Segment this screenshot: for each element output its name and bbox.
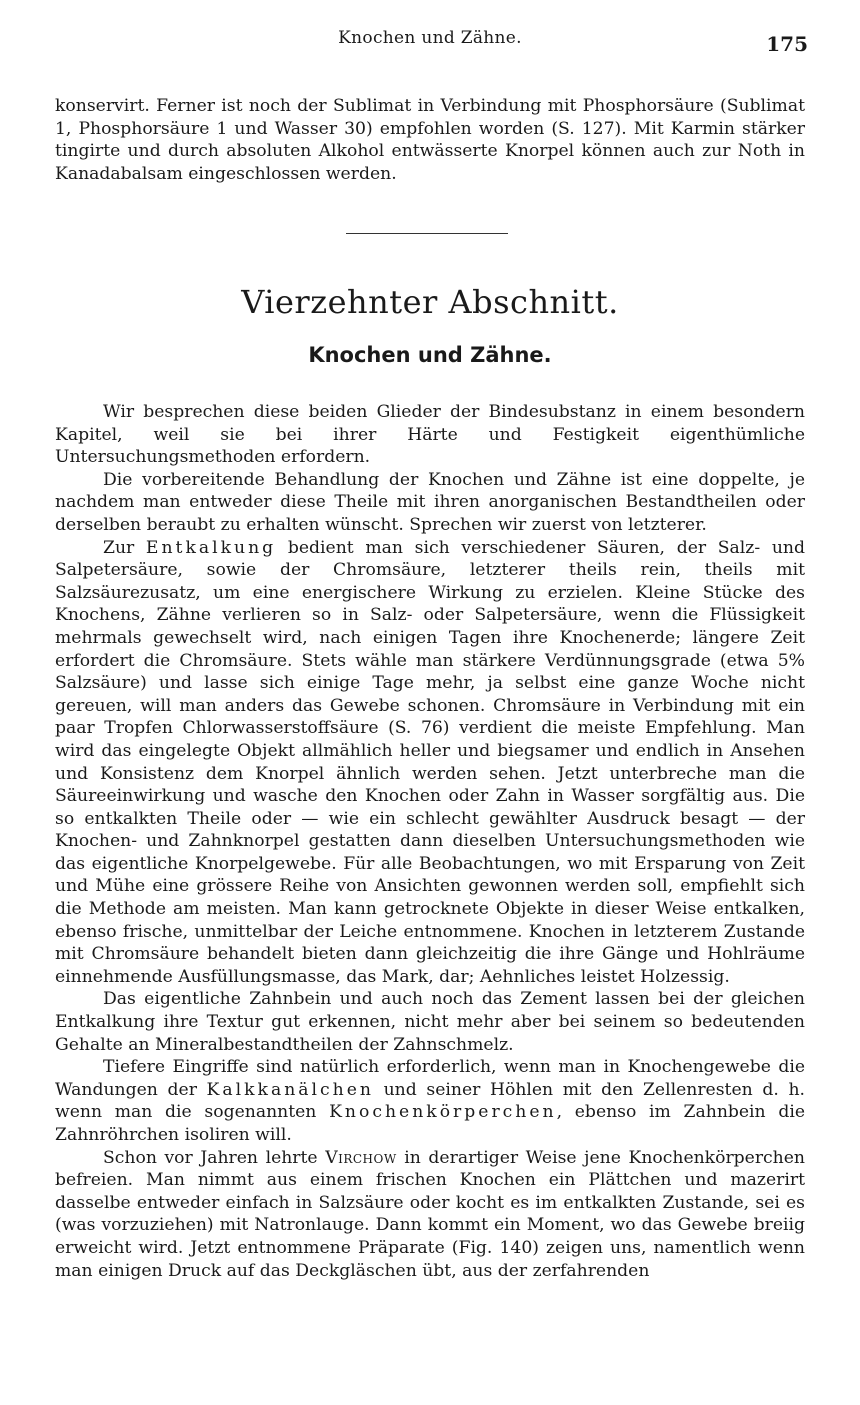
page-number: 175	[766, 32, 808, 56]
author-name: Virchow	[325, 1147, 397, 1168]
chapter-title: Knochen und Zähne.	[308, 343, 552, 367]
section-title: Vierzehnter Abschnitt.	[241, 283, 619, 321]
paragraph-5	[55, 1056, 805, 1146]
paragraph-5-part-c: , ebenso im Zahnbein die Zahnröhrchen isoliren will.	[55, 1102, 806, 1145]
paragraph-3-rest: bedient man sich verschiedener Säuren, der Salz- und Salpetersäure, sowie der Chromsäure, letzterer theils rein, theils mit Salzsäurezusatz, um eine energischere Wirkung zu erzielen. Kleine Stücke des Knochens, Zähne verlieren so in Salz- oder Salpetersäure, wenn die Flüssigkeit mehrmals gewechselt wird, nach einigen Tagen ihre Knochenerde; längere Zeit erfordert die Chromsäure. Stets wähle man stärkere Verdünnungsgrade (etwa 5% Salzsäure) und lasse sich einige Tage mehr, ja selbst eine ganze Woche nicht gereuen, will man anders das Gewebe schonen. Chromsäure in Verbindung mit ein paar Tropfen Chlorwasserstoffsäure (S. 76) verdient die meiste Empfehlung. Man wird das eingelegte Objekt allmählich heller und biegsamer und endlich in Ansehen und Konsistenz dem Knorpel ähnlich werden sehen. Jetzt unterbreche man die Säureeinwirkung und wasche den Knochen oder Zahn in Wasser sorgfältig aus. Die so entkalkten Theile oder — wie ein schlecht gewählter Ausdruck besagt — der Knochen- und Zahnknorpel gestatten dann dieselben Untersuchungsmethoden wie das eigentliche Knorpelgewebe. Für alle Beobachtungen, wo mit Ersparung von Zeit und Mühe eine grössere Reihe von Ansichten gewonnen werden soll, empfiehlt sich die Methode am meisten. Man kann getrocknete Objekte in dieser Weise entkalken, ebenso frische, unmittelbar der Leiche entnommene. Knochen in letzterem Zustande mit Chromsäure behandelt bieten dann gleichzeitig die ihre Gänge und Hohlräume einnehmende Ausfüllungsmasse, das Mark, dar; Aehnliches leistet Holzessig.	[55, 537, 805, 987]
paragraph-3	[55, 537, 805, 989]
term-knochenkoerperchen: Knochenkörperchen	[329, 1102, 557, 1123]
paragraph-6-part-b: in derartiger Weise jene Knochenkörperchen befreien. Man nimmt aus einem frischen Knochen ein Plättchen und mazerirt dasselbe entweder einfach in Salzsäure oder kocht es im entkalkten Zustande, sei es (was vorzuziehen) mit Natronlauge. Dann kommt ein Moment, wo das Gewebe breiig erweicht wird. Jetzt entnommene Präparate (Fig. 140) zeigen uns, namentlich wenn man einigen Druck auf das Deckgläschen übt, aus der zerfahrenden	[55, 1147, 805, 1281]
term-kalkkanaelchen: Kalkkanälchen	[206, 1079, 374, 1100]
paragraph-6	[55, 1147, 805, 1283]
paragraph-2: Die vorbereitende Behandlung der Knochen und Zähne ist eine doppelte, je nachdem man entweder diese Theile mit ihren anorganischen Bestandtheilen oder derselben beraubt zu erhalten wünscht. Sprechen wir zuerst von letzterer.	[55, 469, 805, 535]
paragraph-3-start: Zur	[103, 537, 146, 558]
continuation-paragraph: konservirt. Ferner ist noch der Sublimat in Verbindung mit Phosphorsäure (Sublimat 1, Phosphorsäure 1 und Wasser 30) empfohlen worden (S. 127). Mit Karmin stärker tingirte und durch absoluten Alkohol entwässerte Knorpel können auch zur Noth in Kanadabalsam eingeschlossen werden.	[55, 96, 805, 184]
section-divider	[346, 233, 508, 234]
paragraph-4: Das eigentliche Zahnbein und auch noch das Zement lassen bei der gleichen Entkalkung ihre Textur gut erkennen, nicht mehr aber bei seinem so bedeutenden Gehalte an Mineralbestandtheilen der Zahnschmelz.	[55, 989, 805, 1055]
body-text	[55, 401, 805, 1282]
paragraph-6-part-a: Schon vor Jahren lehrte	[103, 1147, 326, 1168]
paragraph-5-part-b: und seiner Höhlen mit den Zellenresten d. h. wenn man die sogenannten	[55, 1079, 805, 1123]
running-head: Knochen und Zähne.	[338, 28, 522, 48]
term-entkalkung: Entkalkung	[145, 537, 277, 558]
paragraph-5-part-a: Tiefere Eingriffe sind natürlich erforderlich, wenn man in Knochengewebe die Wandungen der	[55, 1057, 805, 1100]
paragraph-1: Wir besprechen diese beiden Glieder der Bindesubstanz in einem besondern Kapitel, weil sie bei ihrer Härte und Festigkeit eigenthümliche Untersuchungsmethoden erfordern.	[55, 402, 805, 468]
